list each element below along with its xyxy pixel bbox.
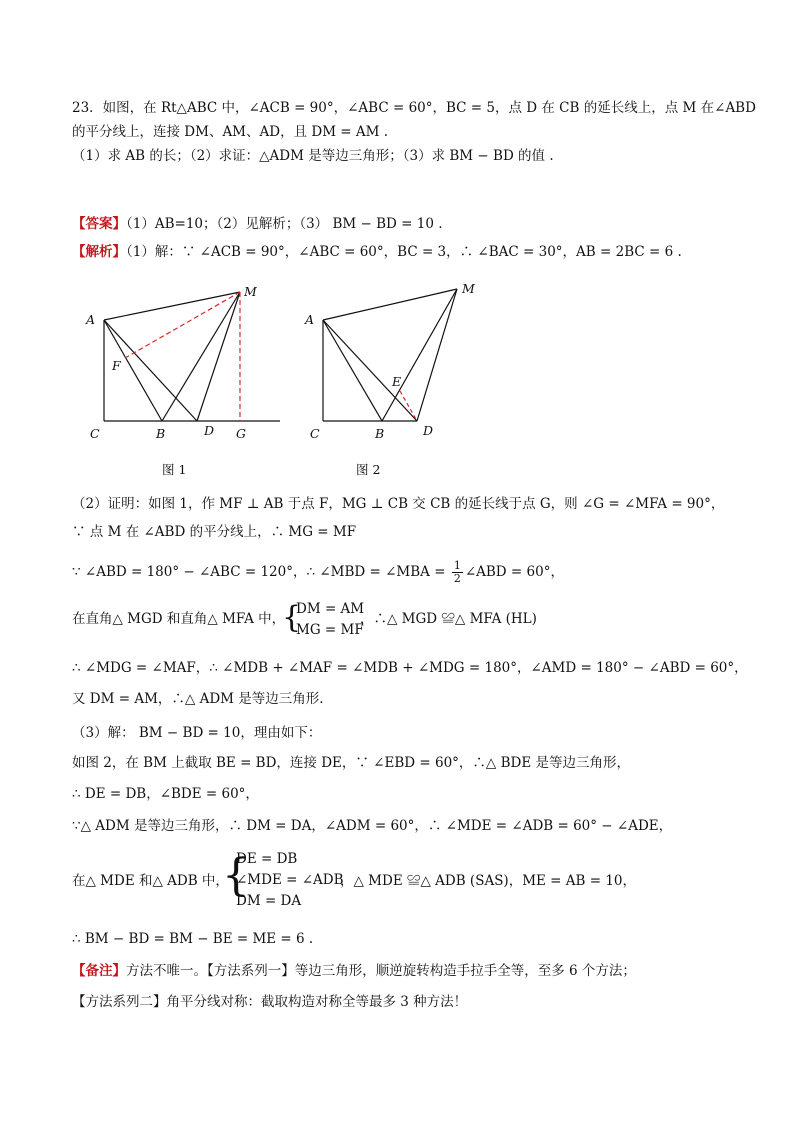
- proof2-line-6: 又 DM = AM，∴△ ADM 是等边三角形.: [72, 691, 324, 707]
- answer-tag: 【答案】: [72, 216, 126, 232]
- system3-eq-2: ∠MDE = ∠ADB: [236, 872, 344, 888]
- figure-2: [304, 281, 476, 477]
- figure-1: [85, 284, 280, 477]
- system-eq-2: MG = MF: [296, 622, 364, 638]
- fraction-numerator: 1: [453, 559, 461, 572]
- fraction-half: [452, 560, 463, 585]
- proof2-line-5: ∴ ∠MDG = ∠MAF，∴ ∠MDB + ∠MAF = ∠MDB + ∠MDG = 180°，∠AMD = 180° − ∠ABD = 60°，: [72, 660, 748, 676]
- fig1-label-c: C: [90, 426, 100, 441]
- fig2-label-b: B: [375, 426, 385, 441]
- system-eq-1: DM = AM: [296, 601, 365, 617]
- fraction-denominator: 2: [453, 572, 461, 585]
- note-line-1: [72, 961, 636, 981]
- fig1-label-a: A: [86, 312, 96, 327]
- fig1-label-f: F: [112, 358, 121, 373]
- proof2-line-3b: ∠ABD = 60°，: [464, 564, 564, 580]
- system3-eq-1: DE = DB: [236, 851, 298, 867]
- fig1-label-d: D: [204, 423, 215, 438]
- fig2-label-d: D: [423, 423, 434, 438]
- proof2-line-3: [72, 560, 564, 585]
- fig1-caption: 图 1: [162, 462, 187, 477]
- fig2-label-m: M: [462, 281, 475, 296]
- proof3-line-2: 如图 2，在 BM 上截取 BE = BD，连接 DE，∵ ∠EBD = 60°，∴△ BDE 是等边三角形，: [72, 755, 630, 771]
- proof2-line-3a: ∵ ∠ABD = 180° − ∠ABC = 120°，∴ ∠MBD = ∠MBA =: [72, 564, 446, 580]
- analysis-tag: 【解析】: [72, 244, 126, 260]
- brace-left-3: {: [222, 850, 250, 901]
- note-tag: 【备注】: [72, 963, 126, 979]
- proof3-line-6: ∴ BM − BD = BM − BE = ME = 6 .: [72, 931, 314, 947]
- proof2-line-4b: ，∴△ MGD ≌△ MFA (HL): [360, 611, 537, 627]
- analysis-text: （1）解：∵ ∠ACB = 90°，∠ABC = 60°，BC = 3，∴ ∠BAC = 30°，AB = 2BC = 6 .: [126, 244, 682, 260]
- brace-left: {: [282, 600, 302, 635]
- fig1-label-g: G: [236, 426, 246, 441]
- problem-line-1: 23．如图，在 Rt△ABC 中，∠ACB = 90°，∠ABC = 60°，BC = 5，点 D 在 CB 的延长线上，点 M 在∠ABD: [72, 100, 756, 116]
- system3-eq-3: DM = DA: [236, 893, 302, 909]
- answer-text: （1）AB=10；（2）见解析；（3） BM − BD = 10 .: [126, 216, 443, 232]
- fig1-label-m: M: [244, 284, 257, 299]
- proof2-line-1: （2）证明：如图 1，作 MF ⊥ AB 于点 F，MG ⊥ CB 交 CB 的延长线于点 G，则 ∠G = ∠MFA = 90°，: [72, 496, 725, 512]
- proof2-line-2: ∵ 点 M 在 ∠ABD 的平分线上，∴ MG = MF: [72, 524, 357, 540]
- proof3-line-1: （3）解： BM − BD = 10，理由如下：: [72, 725, 322, 741]
- problem-line-3: （1）求 AB 的长；（2）求证：△ADM 是等边三角形；（3）求 BM − BD 的值 .: [72, 148, 554, 164]
- proof3-line-3: ∴ DE = DB，∠BDE = 60°，: [72, 786, 259, 802]
- proof3-line-5a: 在△ MDE 和△ ADB 中，: [72, 873, 229, 889]
- problem-line-2: 的平分线上，连接 DM、AM、AD，且 DM = AM .: [72, 124, 389, 140]
- fig2-label-c: C: [310, 426, 320, 441]
- fig2-label-a: A: [305, 312, 315, 327]
- proof3-line-4: ∵△ ADM 是等边三角形，∴ DM = DA，∠ADM = 60°，∴ ∠MDE = ∠ADB = 60° − ∠ADE，: [72, 818, 673, 834]
- figures: [70, 278, 510, 488]
- proof2-line-4a: 在直角△ MGD 和直角△ MFA 中，: [72, 611, 286, 627]
- fig1-label-b: B: [156, 426, 166, 441]
- fig2-label-e: E: [392, 374, 402, 389]
- note-text-1: 方法不唯一。【方法系列一】等边三角形，顺逆旋转构造手拉手全等，至多 6 个方法；: [126, 963, 636, 979]
- fig2-caption: 图 2: [356, 462, 381, 477]
- note-line-2: 【方法系列二】角平分线对称：截取构造对称全等最多 3 种方法！: [72, 994, 468, 1010]
- answer-line: [72, 214, 443, 234]
- proof3-line-5b: ，△ MDE ≌△ ADB (SAS)，ME = AB = 10，: [340, 873, 637, 889]
- analysis-line: [72, 242, 682, 262]
